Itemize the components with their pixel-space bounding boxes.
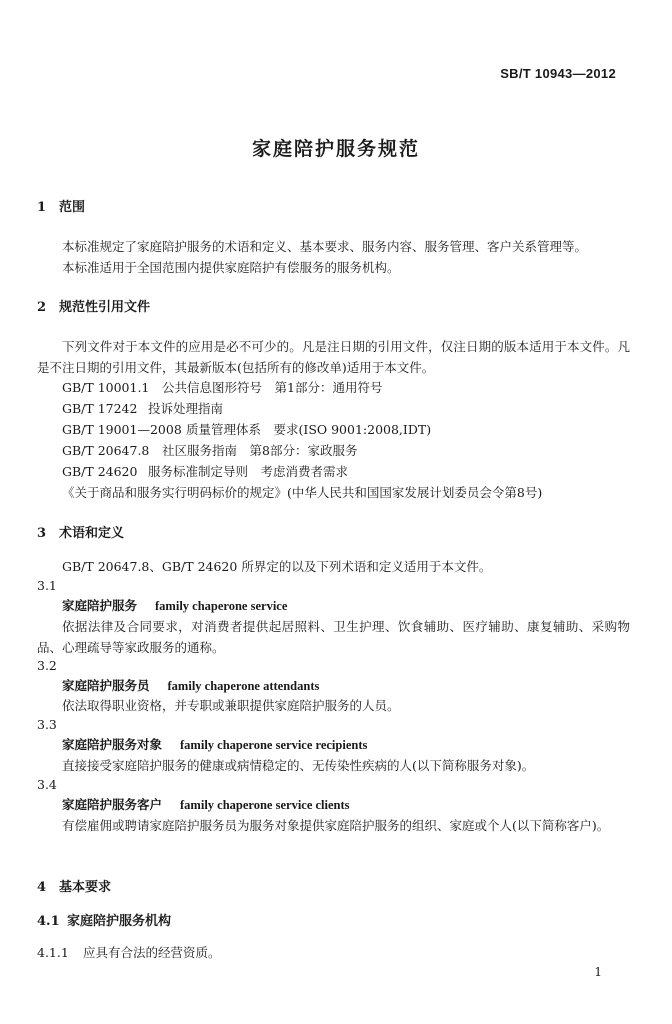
section-3-heading bbox=[37, 522, 124, 541]
section-number: 1 bbox=[37, 200, 47, 215]
section-2-heading bbox=[37, 296, 150, 315]
scope-paragraph-2: 本标准适用于全国范围内提供家庭陪护有偿服务的服务机构。 bbox=[62, 260, 400, 275]
section-number: 3 bbox=[37, 526, 47, 541]
reference-item bbox=[62, 378, 382, 396]
term-chinese: 家庭陪护服务客户 bbox=[62, 797, 163, 812]
reference-title: 公共信息图形符号 第1部分：通用符号 bbox=[162, 380, 383, 395]
term-definition: 有偿雇佣或聘请家庭陪护服务员为服务对象提供家庭陪护服务的组织、家庭或个人(以下简称客户)。 bbox=[62, 818, 610, 833]
clause-text: 应具有合法的经营资质。 bbox=[83, 945, 221, 960]
subsection-title: 家庭陪护服务机构 bbox=[67, 914, 172, 929]
term-definition: 直接接受家庭陪护服务的健康或病情稳定的、无传染性疾病的人(以下简称服务对象)。 bbox=[62, 758, 535, 773]
reference-title: 社区服务指南 第8部分：家政服务 bbox=[162, 443, 358, 458]
term-definition: 依据法律及合同要求，对消费者提供起居照料、卫生护理、饮食辅助、医疗辅助、康复辅助、采购物品、心理疏导等家政服务的通称。 bbox=[37, 619, 630, 655]
section-number: 4 bbox=[37, 880, 47, 895]
section-title: 术语和定义 bbox=[59, 526, 125, 541]
reference-code: GB/T 20647.8 bbox=[62, 443, 150, 458]
term-number: 3.3 bbox=[37, 717, 57, 732]
term-heading bbox=[62, 596, 287, 614]
term-chinese: 家庭陪护服务对象 bbox=[62, 737, 163, 752]
reference-item bbox=[62, 483, 542, 501]
page-number: 1 bbox=[594, 965, 602, 979]
term-number: 3.2 bbox=[37, 658, 57, 673]
reference-item bbox=[62, 441, 357, 459]
reference-item bbox=[62, 462, 348, 480]
reference-title: 《关于商品和服务实行明码标价的规定》(中华人民共和国国家发展计划委员会令第8号) bbox=[62, 485, 543, 500]
reference-item bbox=[62, 420, 431, 438]
section-title: 规范性引用文件 bbox=[59, 300, 151, 315]
subsection-number: 4.1 bbox=[37, 914, 60, 929]
term-definition: 依法取得职业资格，并专职或兼职提供家庭陪护服务的人员。 bbox=[62, 698, 400, 713]
reference-code: GB/T 24620 bbox=[62, 464, 138, 479]
section-4-heading bbox=[37, 876, 111, 895]
reference-item bbox=[62, 399, 223, 417]
term-english: family chaperone attendants bbox=[167, 679, 320, 693]
term-number: 3.1 bbox=[37, 578, 57, 593]
term-heading bbox=[62, 735, 367, 753]
reference-code: GB/T 10001.1 bbox=[62, 380, 150, 395]
clause-4-1-1 bbox=[37, 942, 221, 963]
term-english: family chaperone service bbox=[155, 599, 288, 613]
scope-paragraph-1: 本标准规定了家庭陪护服务的术语和定义、基本要求、服务内容、服务管理、客户关系管理等。 bbox=[62, 239, 588, 254]
term-chinese: 家庭陪护服务 bbox=[62, 598, 138, 613]
term-english: family chaperone service recipients bbox=[180, 738, 368, 752]
document-code: SB/T 10943—2012 bbox=[500, 66, 616, 81]
reference-title: 投诉处理指南 bbox=[148, 401, 224, 416]
term-number: 3.4 bbox=[37, 777, 57, 792]
term-heading bbox=[62, 676, 319, 694]
section-1-heading bbox=[37, 196, 85, 215]
subsection-4-1-heading bbox=[37, 910, 171, 929]
term-chinese: 家庭陪护服务员 bbox=[62, 678, 150, 693]
terms-intro-paragraph: GB/T 20647.8、GB/T 24620 所界定的以及下列术语和定义适用于本文件。 bbox=[62, 559, 492, 574]
reference-code: GB/T 17242 bbox=[62, 401, 138, 416]
section-title: 范围 bbox=[59, 200, 86, 215]
reference-title: 质量管理体系 要求(ISO 9001:2008,IDT) bbox=[186, 422, 432, 437]
section-title: 基本要求 bbox=[59, 880, 112, 895]
normative-intro-paragraph: 下列文件对于本文件的应用是必不可少的。凡是注日期的引用文件，仅注日期的版本适用于本文件。凡是不注日期的引用文件，其最新版本(包括所有的修改单)适用于本文件。 bbox=[37, 339, 630, 375]
clause-number: 4.1.1 bbox=[37, 945, 69, 960]
term-heading bbox=[62, 795, 350, 813]
reference-code: GB/T 19001—2008 bbox=[62, 422, 182, 437]
reference-title: 服务标准制定导则 考虑消费者需求 bbox=[148, 464, 349, 479]
section-number: 2 bbox=[37, 300, 47, 315]
page-title: 家庭陪护服务规范 bbox=[251, 138, 420, 160]
term-english: family chaperone service clients bbox=[180, 798, 350, 812]
